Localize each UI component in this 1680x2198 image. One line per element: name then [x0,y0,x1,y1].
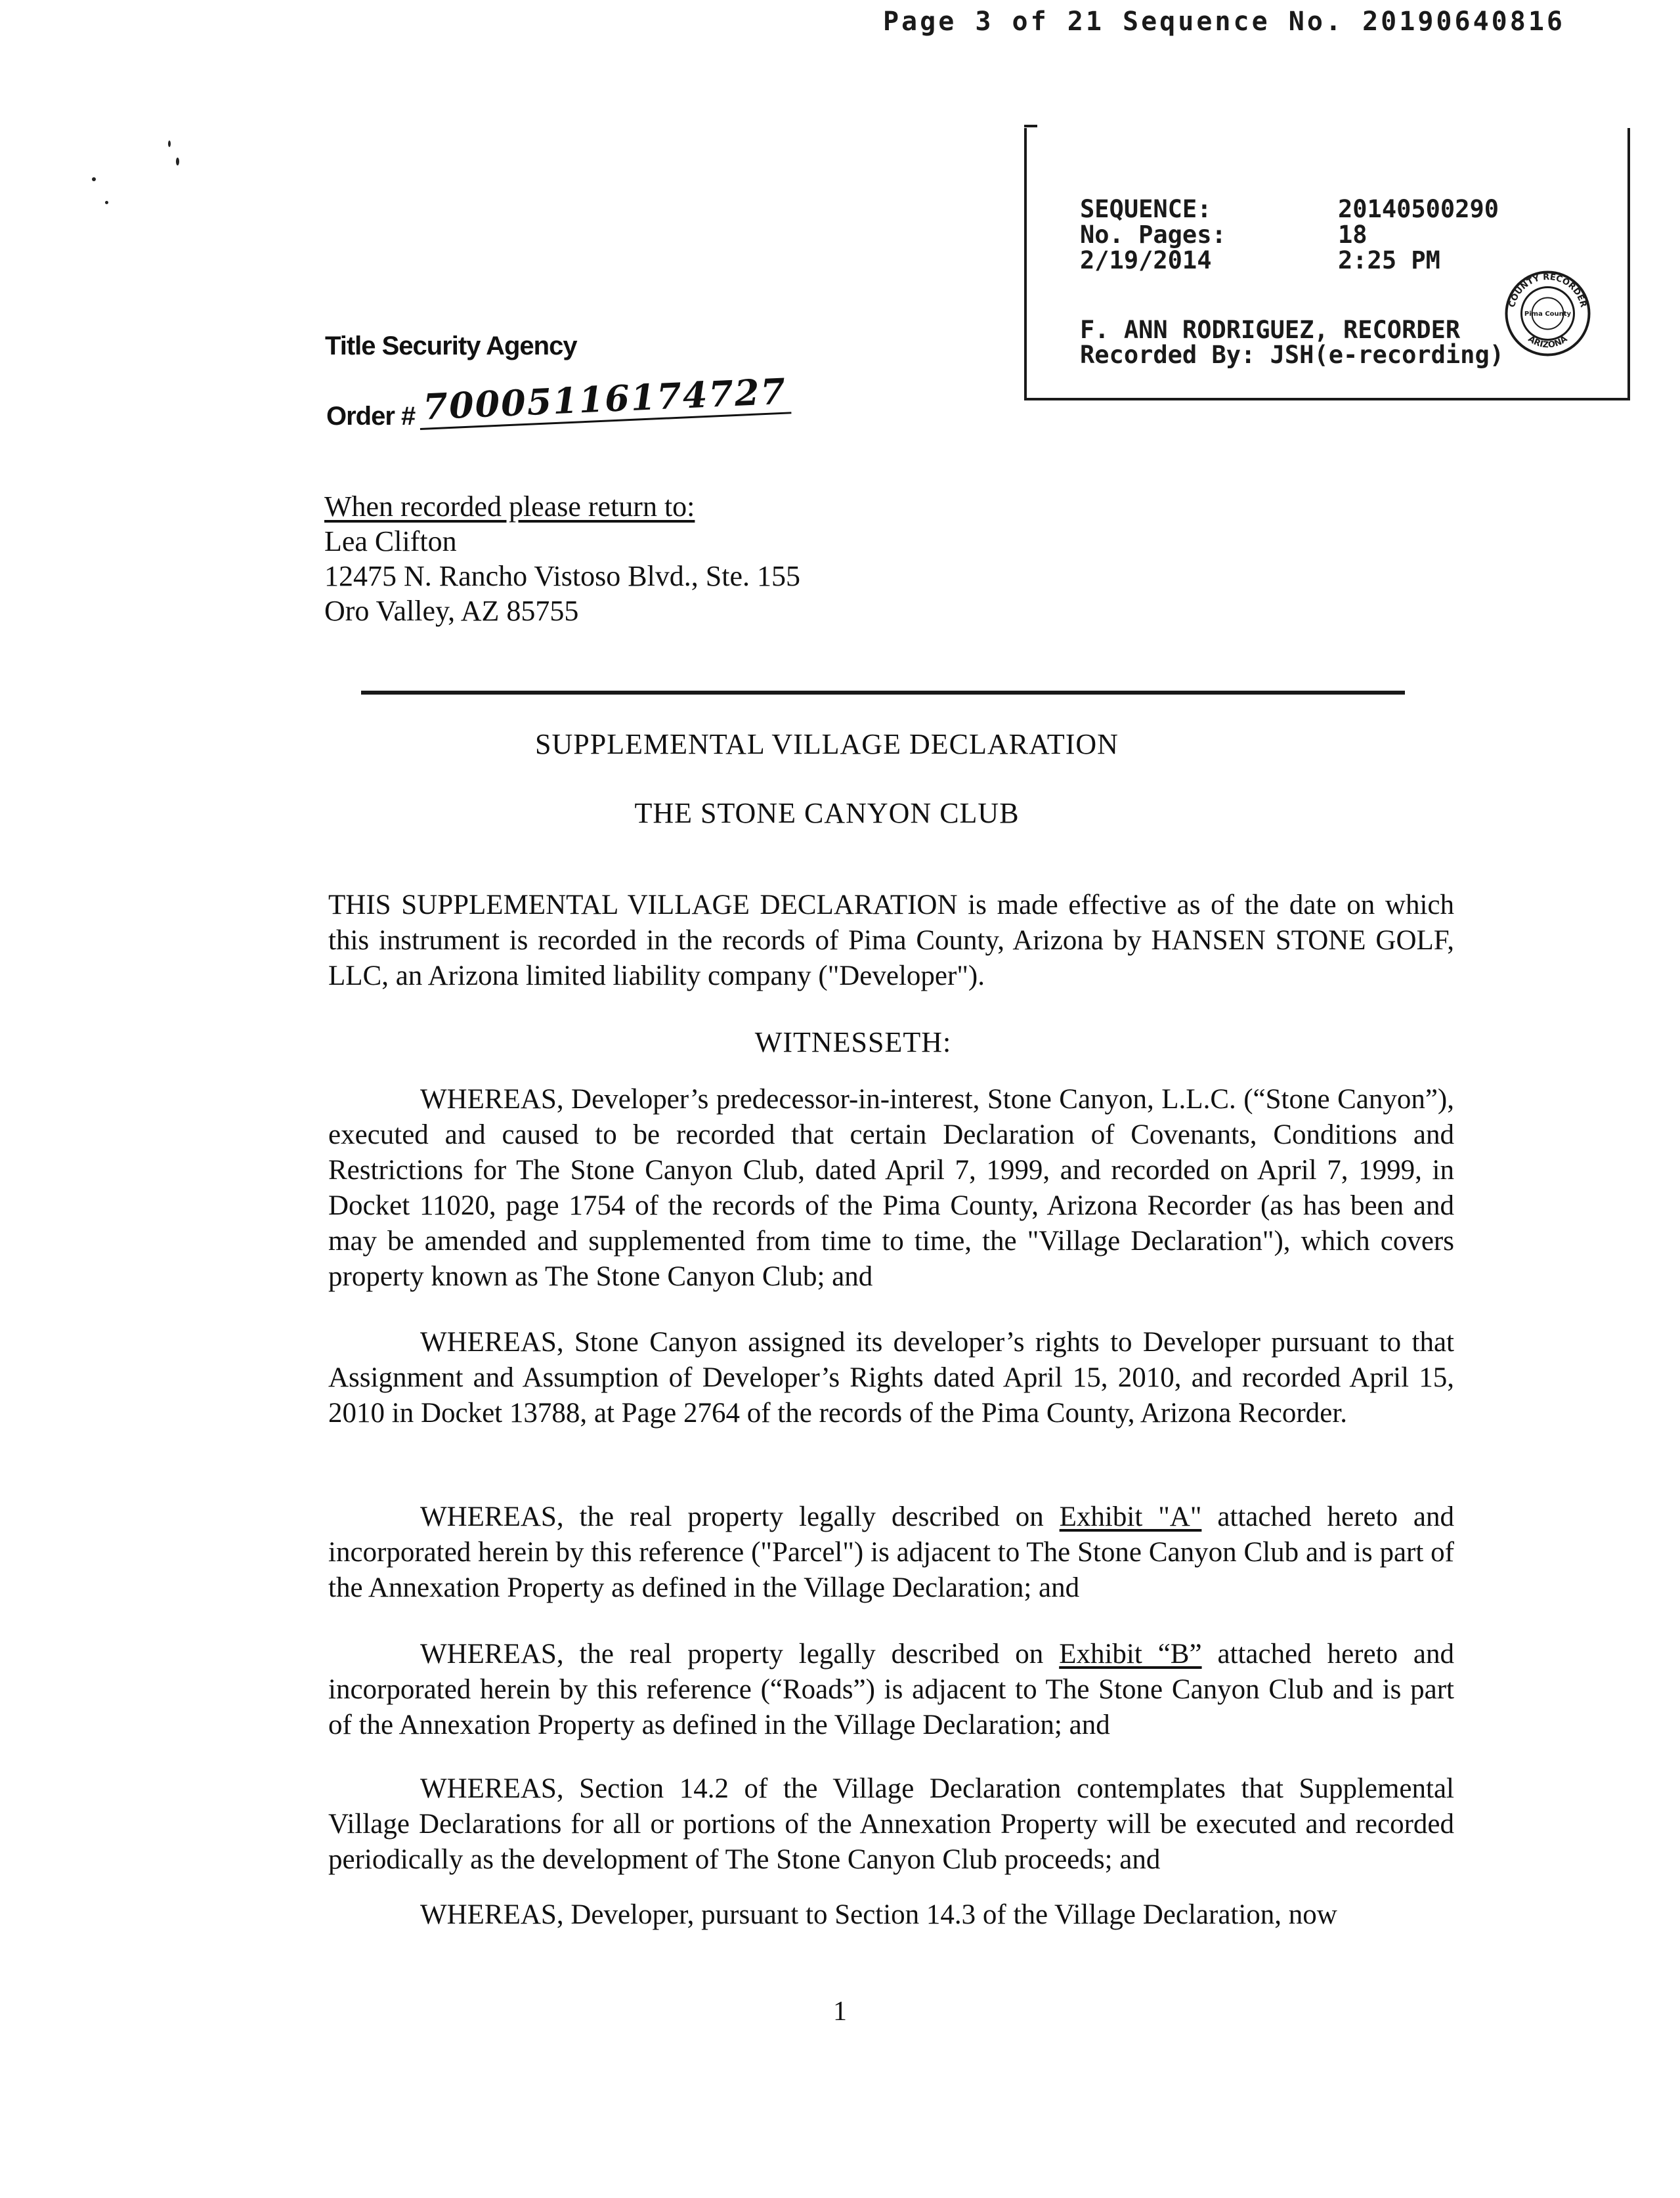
seal-bottom-text: ARIZONA [1526,334,1570,351]
recorded-by: Recorded By: JSH(e-recording) [1080,341,1505,369]
scan-speck [92,177,96,181]
pages-label: No. Pages: [1080,221,1226,249]
return-to-block [324,489,800,628]
sequence-label: SEQUENCE: [1080,195,1212,223]
scan-speck [105,201,108,204]
seal-center-text: Pima County [1524,311,1572,318]
order-label: Order # [326,402,416,431]
document-subtitle: THE STONE CANYON CLUB [634,797,1020,829]
para3-text-end: attached hereto and incorporated herein by this reference ("Parcel") is adjacent to The Stone Canyon Club and is part of the Annexation Property as defined in the Village Declaration; and [328,1501,1454,1603]
return-to-name: Lea Clifton [324,525,457,557]
document-title: SUPPLEMENTAL VILLAGE DECLARATION [535,728,1119,760]
recording-time: 2:25 PM [1338,246,1440,274]
page-number: 1 [833,1996,847,2027]
witnesseth-heading: WITNESSETH: [754,1026,952,1058]
exhibit-b-reference: Exhibit “B” [1059,1639,1202,1670]
whereas-paragraph-3 [328,1499,1454,1606]
sequence-value: 20140500290 [1338,195,1499,223]
title-agency-name: Title Security Agency [325,332,577,360]
para4-text-start: WHEREAS, the real property legally described on [420,1639,1060,1670]
return-to-heading: When recorded please return to: [324,490,695,523]
pages-value: 18 [1338,221,1368,249]
return-to-address-line2: Oro Valley, AZ 85755 [324,595,579,627]
seal-top-text: COUNTY RECORDER [1507,272,1589,309]
horizontal-rule [361,691,1405,695]
recording-box-corner [1024,125,1037,127]
exhibit-a-reference: Exhibit "A" [1059,1501,1202,1532]
order-number-handwritten: 70005116174727 [418,370,791,430]
return-to-address-line1: 12475 N. Rancho Vistoso Blvd., Ste. 155 [324,560,801,592]
intro-paragraph: THIS SUPPLEMENTAL VILLAGE DECLARATION is made effective as of the date on which this instrument is recorded in the records of Pima County, Arizona by HANSEN STONE GOLF, LLC, an Arizona limited liability company ("Developer"). [328,890,1454,991]
svg-text:ARIZONA [1526,334,1570,351]
scan-speck [168,140,171,147]
para4-text-end: attached hereto and incorporated herein by this reference (“Roads”) is adjacent to The Stone Canyon Club and is part of the Annexation Property as defined in the Village Declaration; and [328,1639,1454,1740]
para3-text-start: WHEREAS, the real property legally described on [420,1501,1060,1532]
scan-speck [176,158,179,165]
county-recorder-seal-icon [1503,269,1592,358]
whereas-paragraph-2: WHEREAS, Stone Canyon assigned its developer’s rights to Developer pursuant to that Assignment and Assumption of Developer’s Rights dated April 15, 2010, and recorded April 15, 2010 in Docket 13788, at Page 2764 of the records of the Pima County, Arizona Recorder. [328,1327,1454,1429]
whereas-paragraph-1: WHEREAS, Developer’s predecessor-in-interest, Stone Canyon, L.L.C. (“Stone Canyon”), executed and caused to be recorded that certain Declaration of Covenants, Conditions and Restrictions for The Stone Canyon Club, dated April 7, 1999, and recorded on April 7, 1999, in Docket 11020, page 1754 of the records of the Pima County, Arizona Recorder (as has been and may be amended and supplemented from time to time, the "Village Declaration"), which covers property known as The Stone Canyon Club; and [328,1084,1454,1292]
recording-date: 2/19/2014 [1080,246,1212,274]
whereas-paragraph-6: WHEREAS, Developer, pursuant to Section 14.3 of the Village Declaration, now [420,1899,1337,1930]
recorder-name: F. ANN RODRIGUEZ, RECORDER [1080,316,1461,344]
page-sequence-header: Page 3 of 21 Sequence No. 20190640816 [882,7,1565,37]
whereas-paragraph-4 [328,1637,1454,1743]
whereas-paragraph-5: WHEREAS, Section 14.2 of the Village Declaration contemplates that Supplemental Village Declarations for all or portions of the Annexation Property will be executed and recorded periodically as the development of The Stone Canyon Club proceeds; and [328,1773,1454,1875]
